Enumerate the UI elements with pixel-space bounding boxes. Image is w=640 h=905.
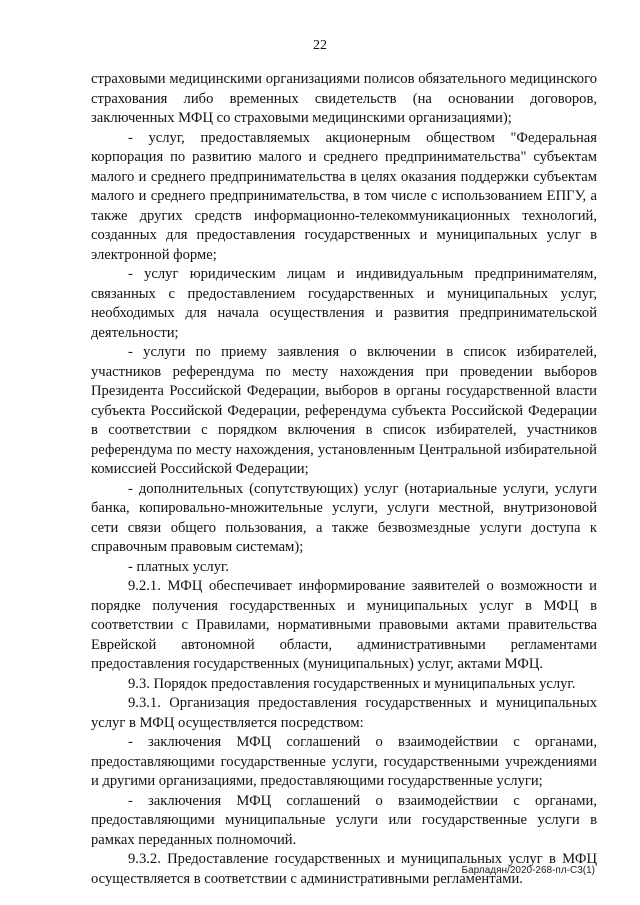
- page-number: 22: [313, 38, 327, 53]
- paragraph-legal-entity-services: - услуг юридическим лицам и индивидуальным предпринимателям, связанных с предоставлением государственных и муниципальных услуг, необходимых для начала осуществления и развития предпринимательской деятельности;: [91, 266, 597, 341]
- paragraph-9-2-1: 9.2.1. МФЦ обеспечивает информирование заявителей о возможности и порядке получения государственных и муниципальных услуг в МФЦ в соответствии с Правилами, нормативными правовыми актами правительства Еврейской автономной области, административными регламентами предоставления государственных (муниципальных) услуг, актами МФЦ.: [91, 578, 597, 672]
- paragraph-9-3-1: 9.3.1. Организация предоставления государственных и муниципальных услуг в МФЦ осуществляется посредством:: [91, 695, 597, 731]
- document-code: Барладян/2020-268-пл-С3(1): [461, 865, 595, 876]
- paragraph-9-3: 9.3. Порядок предоставления государственных и муниципальных услуг.: [128, 675, 576, 692]
- document-body: [91, 70, 597, 889]
- paragraph-sme-corporation-services: - услуг, предоставляемых акционерным обществом "Федеральная корпорация по развитию малого и среднего предпринимательства" субъектам малого и среднего предпринимательства в целях оказания поддержки субъектам малого и среднего предпринимательства, в том числе с использованием ЕПГУ, а также других средств информационно-телекоммуникационных технологий, созданных для предоставления государственных и муниципальных услуг в электронной форме;: [91, 129, 597, 263]
- paragraph-9-3-2: 9.3.2. Предоставление государственных и муниципальных услуг в МФЦ осуществляется в соответствии с административными регламентами.: [91, 851, 597, 887]
- paragraph-agreements-municipal: - заключения МФЦ соглашений о взаимодействии с органами, предоставляющими муниципальные услуги или государственные услуги в рамках переданных полномочий.: [91, 792, 597, 848]
- paragraph-continuation: страховыми медицинскими организациями полисов обязательного медицинского страхования либо временных свидетельств (на основании договоров, заключенных МФЦ со страховыми медицинскими организациями);: [91, 71, 597, 126]
- paragraph-paid-services: - платных услуг.: [128, 558, 229, 575]
- paragraph-additional-services: - дополнительных (сопутствующих) услуг (нотариальные услуги, услуги банка, копировально-множительные услуги, услуги местной, внутризоновой сети связи общего пользования, а также безвозмездные услуги доступа к справочным правовым системам);: [91, 480, 597, 555]
- paragraph-agreements-state: - заключения МФЦ соглашений о взаимодействии с органами, предоставляющими государственные услуги, государственными учреждениями и другими организациями, предоставляющими государственные услуги;: [91, 734, 597, 789]
- paragraph-voter-list-services: - услуги по приему заявления о включении в список избирателей, участников референдума по месту нахождения при проведении выборов Президента Российской Федерации, выборов в органы государственной власти субъекта Российской Федерации, референдума субъекта Российской Федерации в соответствии с порядком включения в список избирателей, участников референдума по месту нахождения, установленным Центральной избирательной комиссией Российской Федерации;: [91, 344, 597, 477]
